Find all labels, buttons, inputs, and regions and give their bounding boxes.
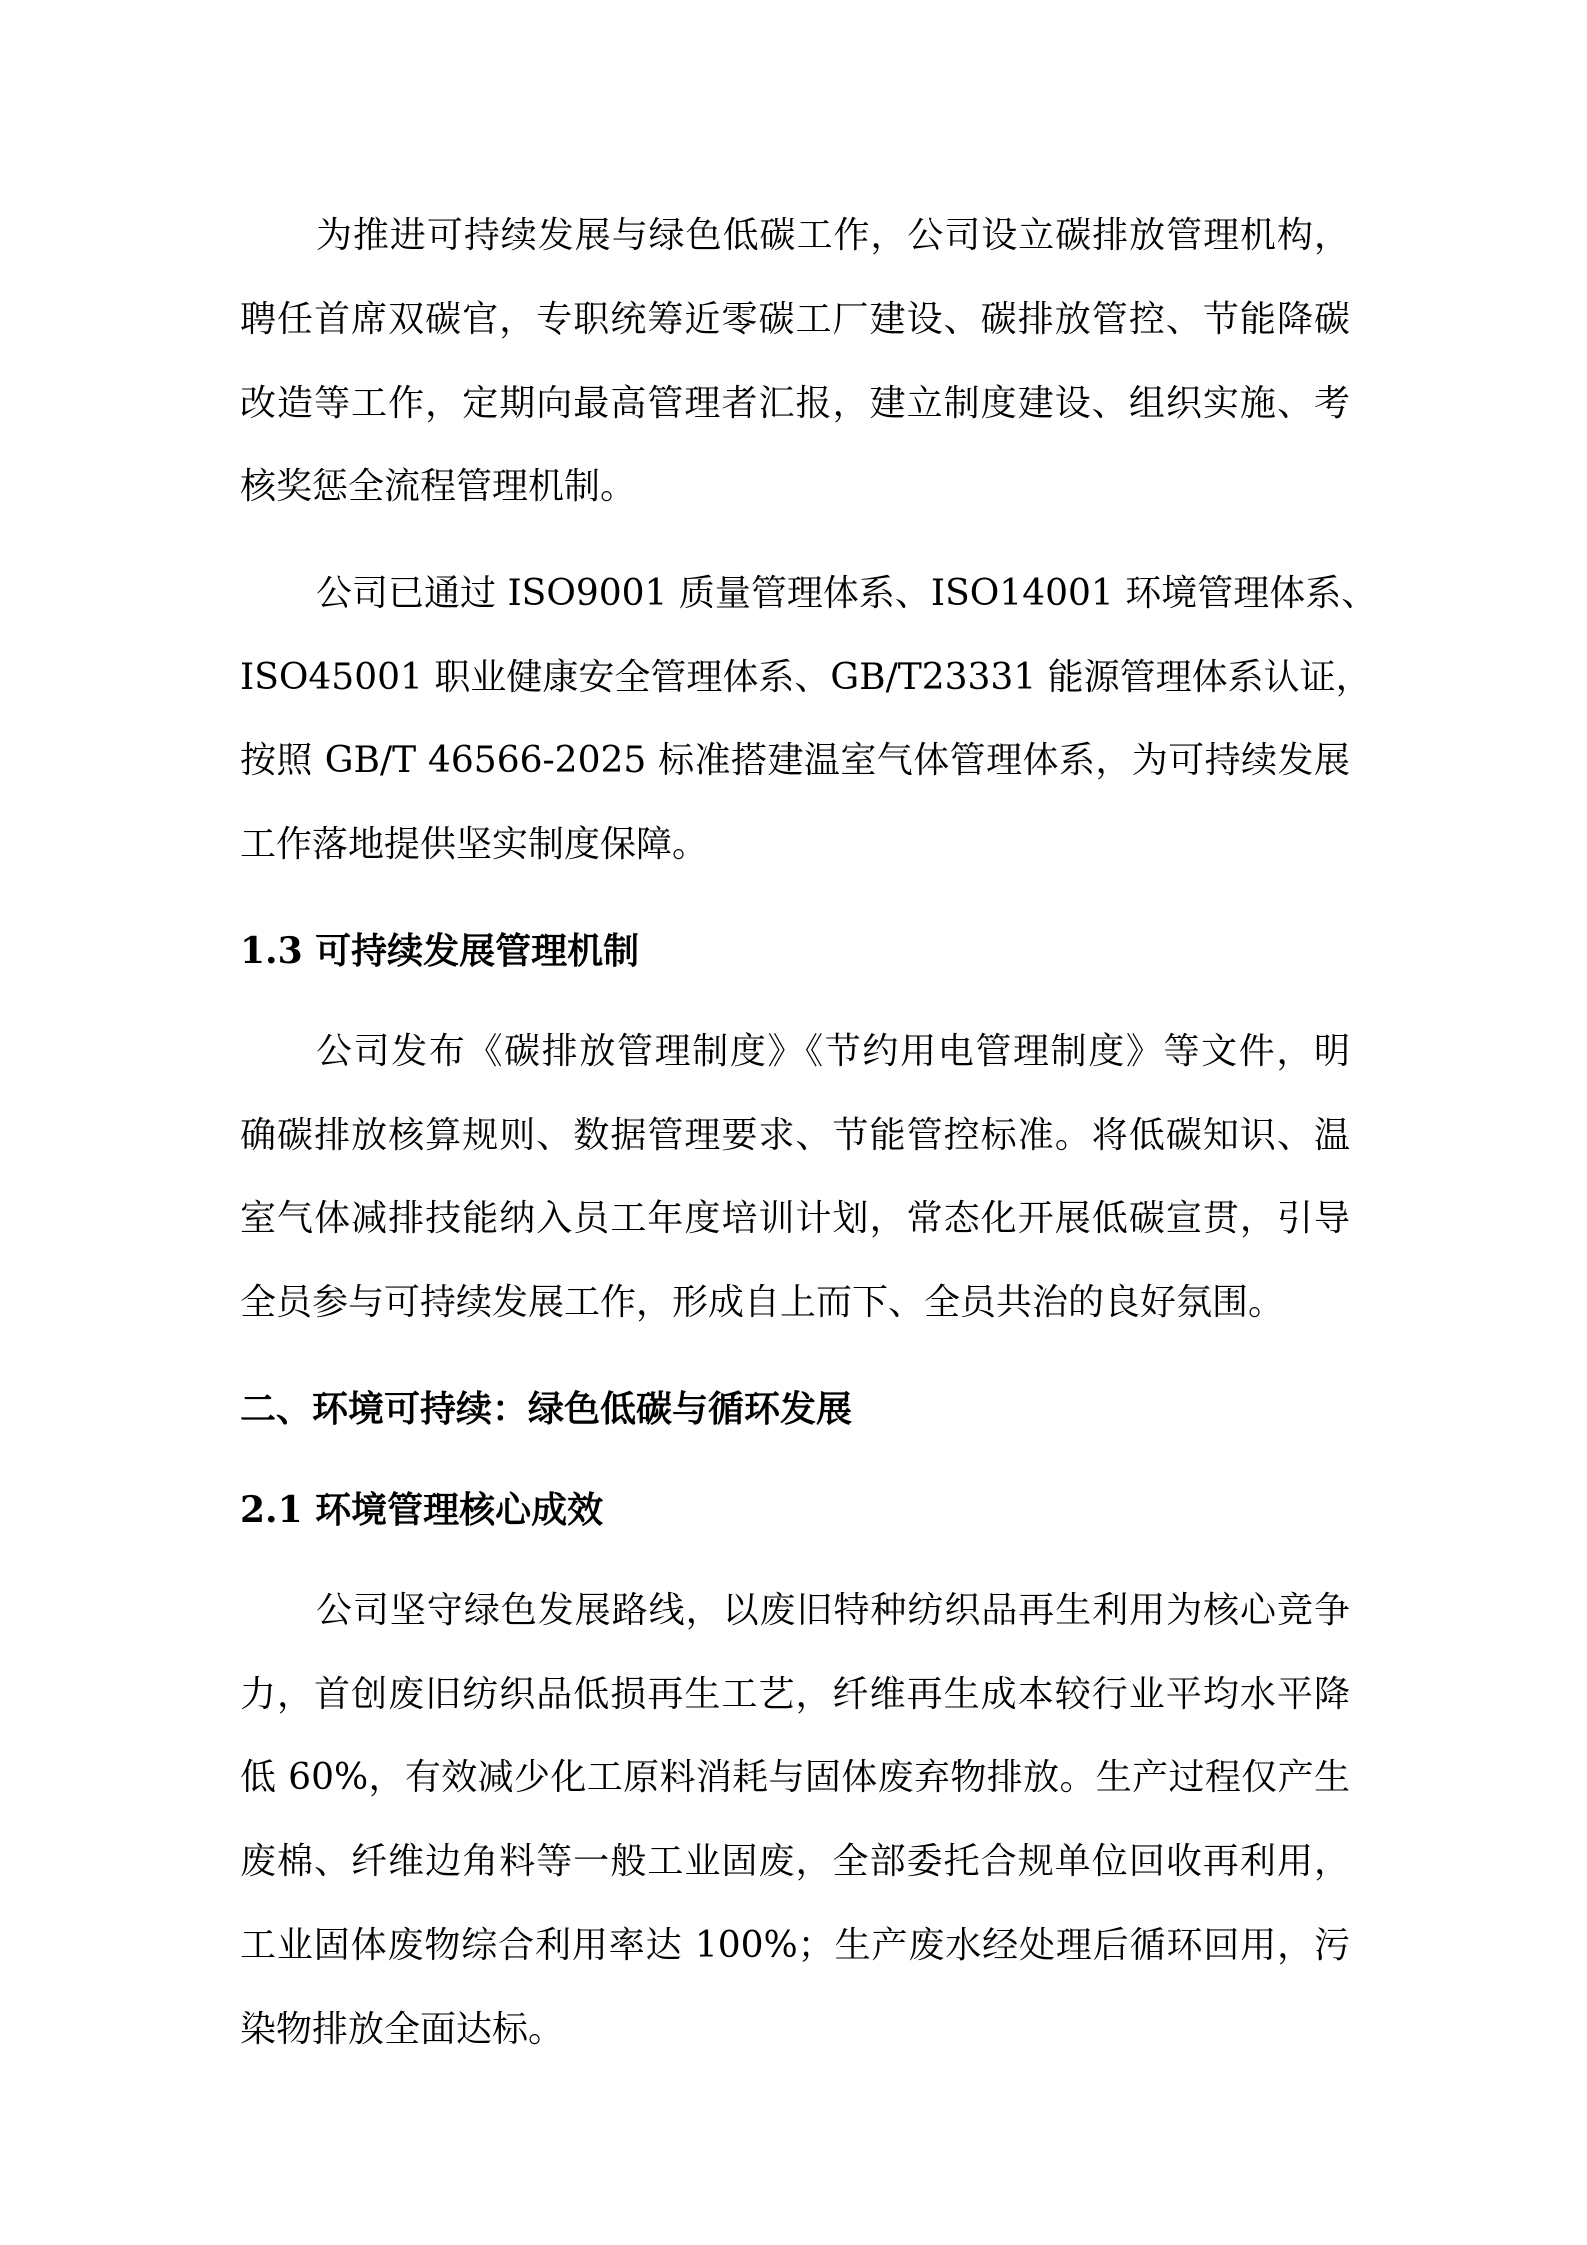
paragraph-3-line-2: 确碳排放核算规则、数据管理要求、节能管控标准。将低碳知识、温 xyxy=(240,1115,1350,1156)
paragraph-3-line-3: 室气体减排技能纳入员工年度培训计划，常态化开展低碳宣贯，引导 xyxy=(240,1198,1350,1239)
paragraph-4-line-6: 染物排放全面达标。 xyxy=(240,2009,565,2050)
paragraph-4-line-2: 力，首创废旧纺织品低损再生工艺，纤维再生成本较行业平均水平降 xyxy=(240,1674,1350,1715)
paragraph-1-line-1: 为推进可持续发展与绿色低碳工作，公司设立碳排放管理机构， xyxy=(316,215,1350,256)
paragraph-4-line-5: 工业固体废物综合利用率达 100%；生产废水经处理后循环回用，污 xyxy=(240,1925,1350,1966)
paragraph-1-line-3: 改造等工作，定期向最高管理者汇报，建立制度建设、组织实施、考 xyxy=(240,383,1350,424)
paragraph-2-line-3: 按照 GB/T 46566-2025 标准搭建温室气体管理体系，为可持续发展 xyxy=(240,740,1350,781)
paragraph-3-line-1: 公司发布《碳排放管理制度》《节约用电管理制度》等文件，明 xyxy=(316,1031,1350,1072)
paragraph-4-line-4: 废棉、纤维边角料等一般工业固废，全部委托合规单位回收再利用， xyxy=(240,1841,1350,1882)
section-heading-2-1: 2.1 环境管理核心成效 xyxy=(240,1489,604,1531)
paragraph-1-line-2: 聘任首席双碳官，专职统筹近零碳工厂建设、碳排放管控、节能降碳 xyxy=(240,299,1350,340)
paragraph-4-line-1: 公司坚守绿色发展路线，以废旧特种纺织品再生利用为核心竞争 xyxy=(316,1590,1350,1631)
paragraph-2-line-1: 公司已通过 ISO9001 质量管理体系、ISO14001 环境管理体系、 xyxy=(316,573,1378,614)
paragraph-1-line-4: 核奖惩全流程管理机制。 xyxy=(240,466,637,507)
chapter-heading-2: 二、环境可持续：绿色低碳与循环发展 xyxy=(240,1388,853,1430)
paragraph-2-line-4: 工作落地提供坚实制度保障。 xyxy=(240,824,709,865)
section-heading-1-3: 1.3 可持续发展管理机制 xyxy=(240,930,640,972)
paragraph-4-line-3: 低 60%，有效减少化工原料消耗与固体废弃物排放。生产过程仅产生 xyxy=(240,1757,1350,1798)
paragraph-2-line-2: ISO45001 职业健康安全管理体系、GB/T23331 能源管理体系认证， xyxy=(240,657,1372,698)
paragraph-3-line-4: 全员参与可持续发展工作，形成自上而下、全员共治的良好氛围。 xyxy=(240,1282,1285,1323)
